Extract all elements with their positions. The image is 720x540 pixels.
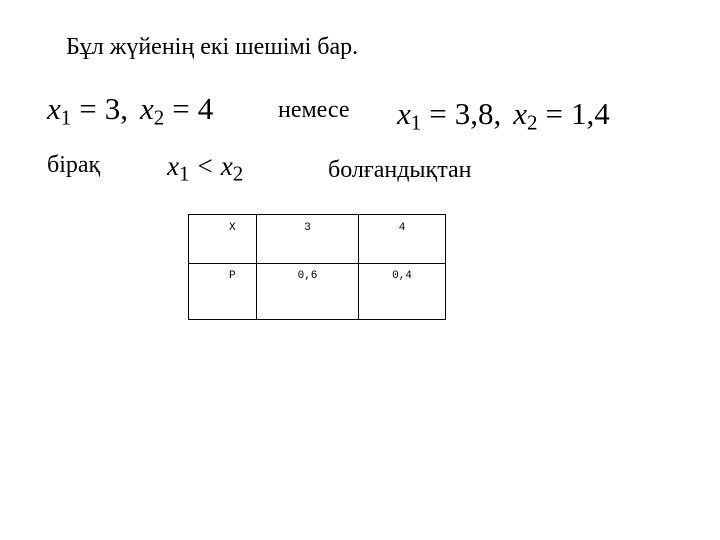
sol1-eq-2: =	[172, 91, 190, 126]
cond-less-than: <	[197, 151, 213, 181]
cell-p-2: 0,4	[359, 264, 446, 320]
row-label-x: X	[189, 215, 257, 264]
cell-x-1: 3	[257, 215, 359, 264]
sol2-x1-var: x	[397, 96, 411, 131]
condition-formula	[167, 151, 244, 186]
cond-x2-sub: 2	[232, 161, 244, 186]
sol1-x1-var: x	[47, 91, 61, 126]
sol2-x1-sub: 1	[410, 110, 422, 135]
cond-x1-sub: 1	[178, 161, 190, 186]
sol1-x2-sub: 2	[153, 105, 165, 130]
sol2-x1-value: 3,8,	[454, 96, 502, 131]
cond-x1-var: x	[167, 151, 179, 181]
solution-1-formula	[47, 91, 214, 130]
cond-x2-var: x	[220, 151, 233, 181]
sol2-eq-2: =	[545, 96, 563, 131]
sol2-x2-var: x	[513, 96, 528, 131]
sol2-x2-value: 1,4	[571, 96, 610, 131]
solution-2-formula	[397, 96, 610, 135]
cell-x-2: 4	[359, 215, 446, 264]
distribution-table	[188, 214, 446, 320]
sol1-x1-value: 3,	[104, 91, 128, 126]
sol1-x1-sub: 1	[60, 105, 72, 130]
sol1-x2-value: 4	[197, 91, 214, 126]
sol1-x2-var: x	[140, 91, 154, 126]
sol2-x2-sub: 2	[527, 110, 538, 135]
word-since: болғандықтан	[328, 157, 472, 183]
word-or: немесе	[278, 97, 350, 123]
row-label-p: P	[189, 264, 257, 320]
table-row-p	[189, 264, 446, 320]
cell-p-1: 0,6	[257, 264, 359, 320]
sol2-eq-1: =	[429, 96, 447, 131]
heading-text: Бұл жүйенің екі шешімі бар.	[66, 34, 359, 60]
sol1-eq-1: =	[79, 91, 97, 126]
table-row-x	[189, 215, 446, 264]
word-but: бірақ	[47, 152, 101, 178]
